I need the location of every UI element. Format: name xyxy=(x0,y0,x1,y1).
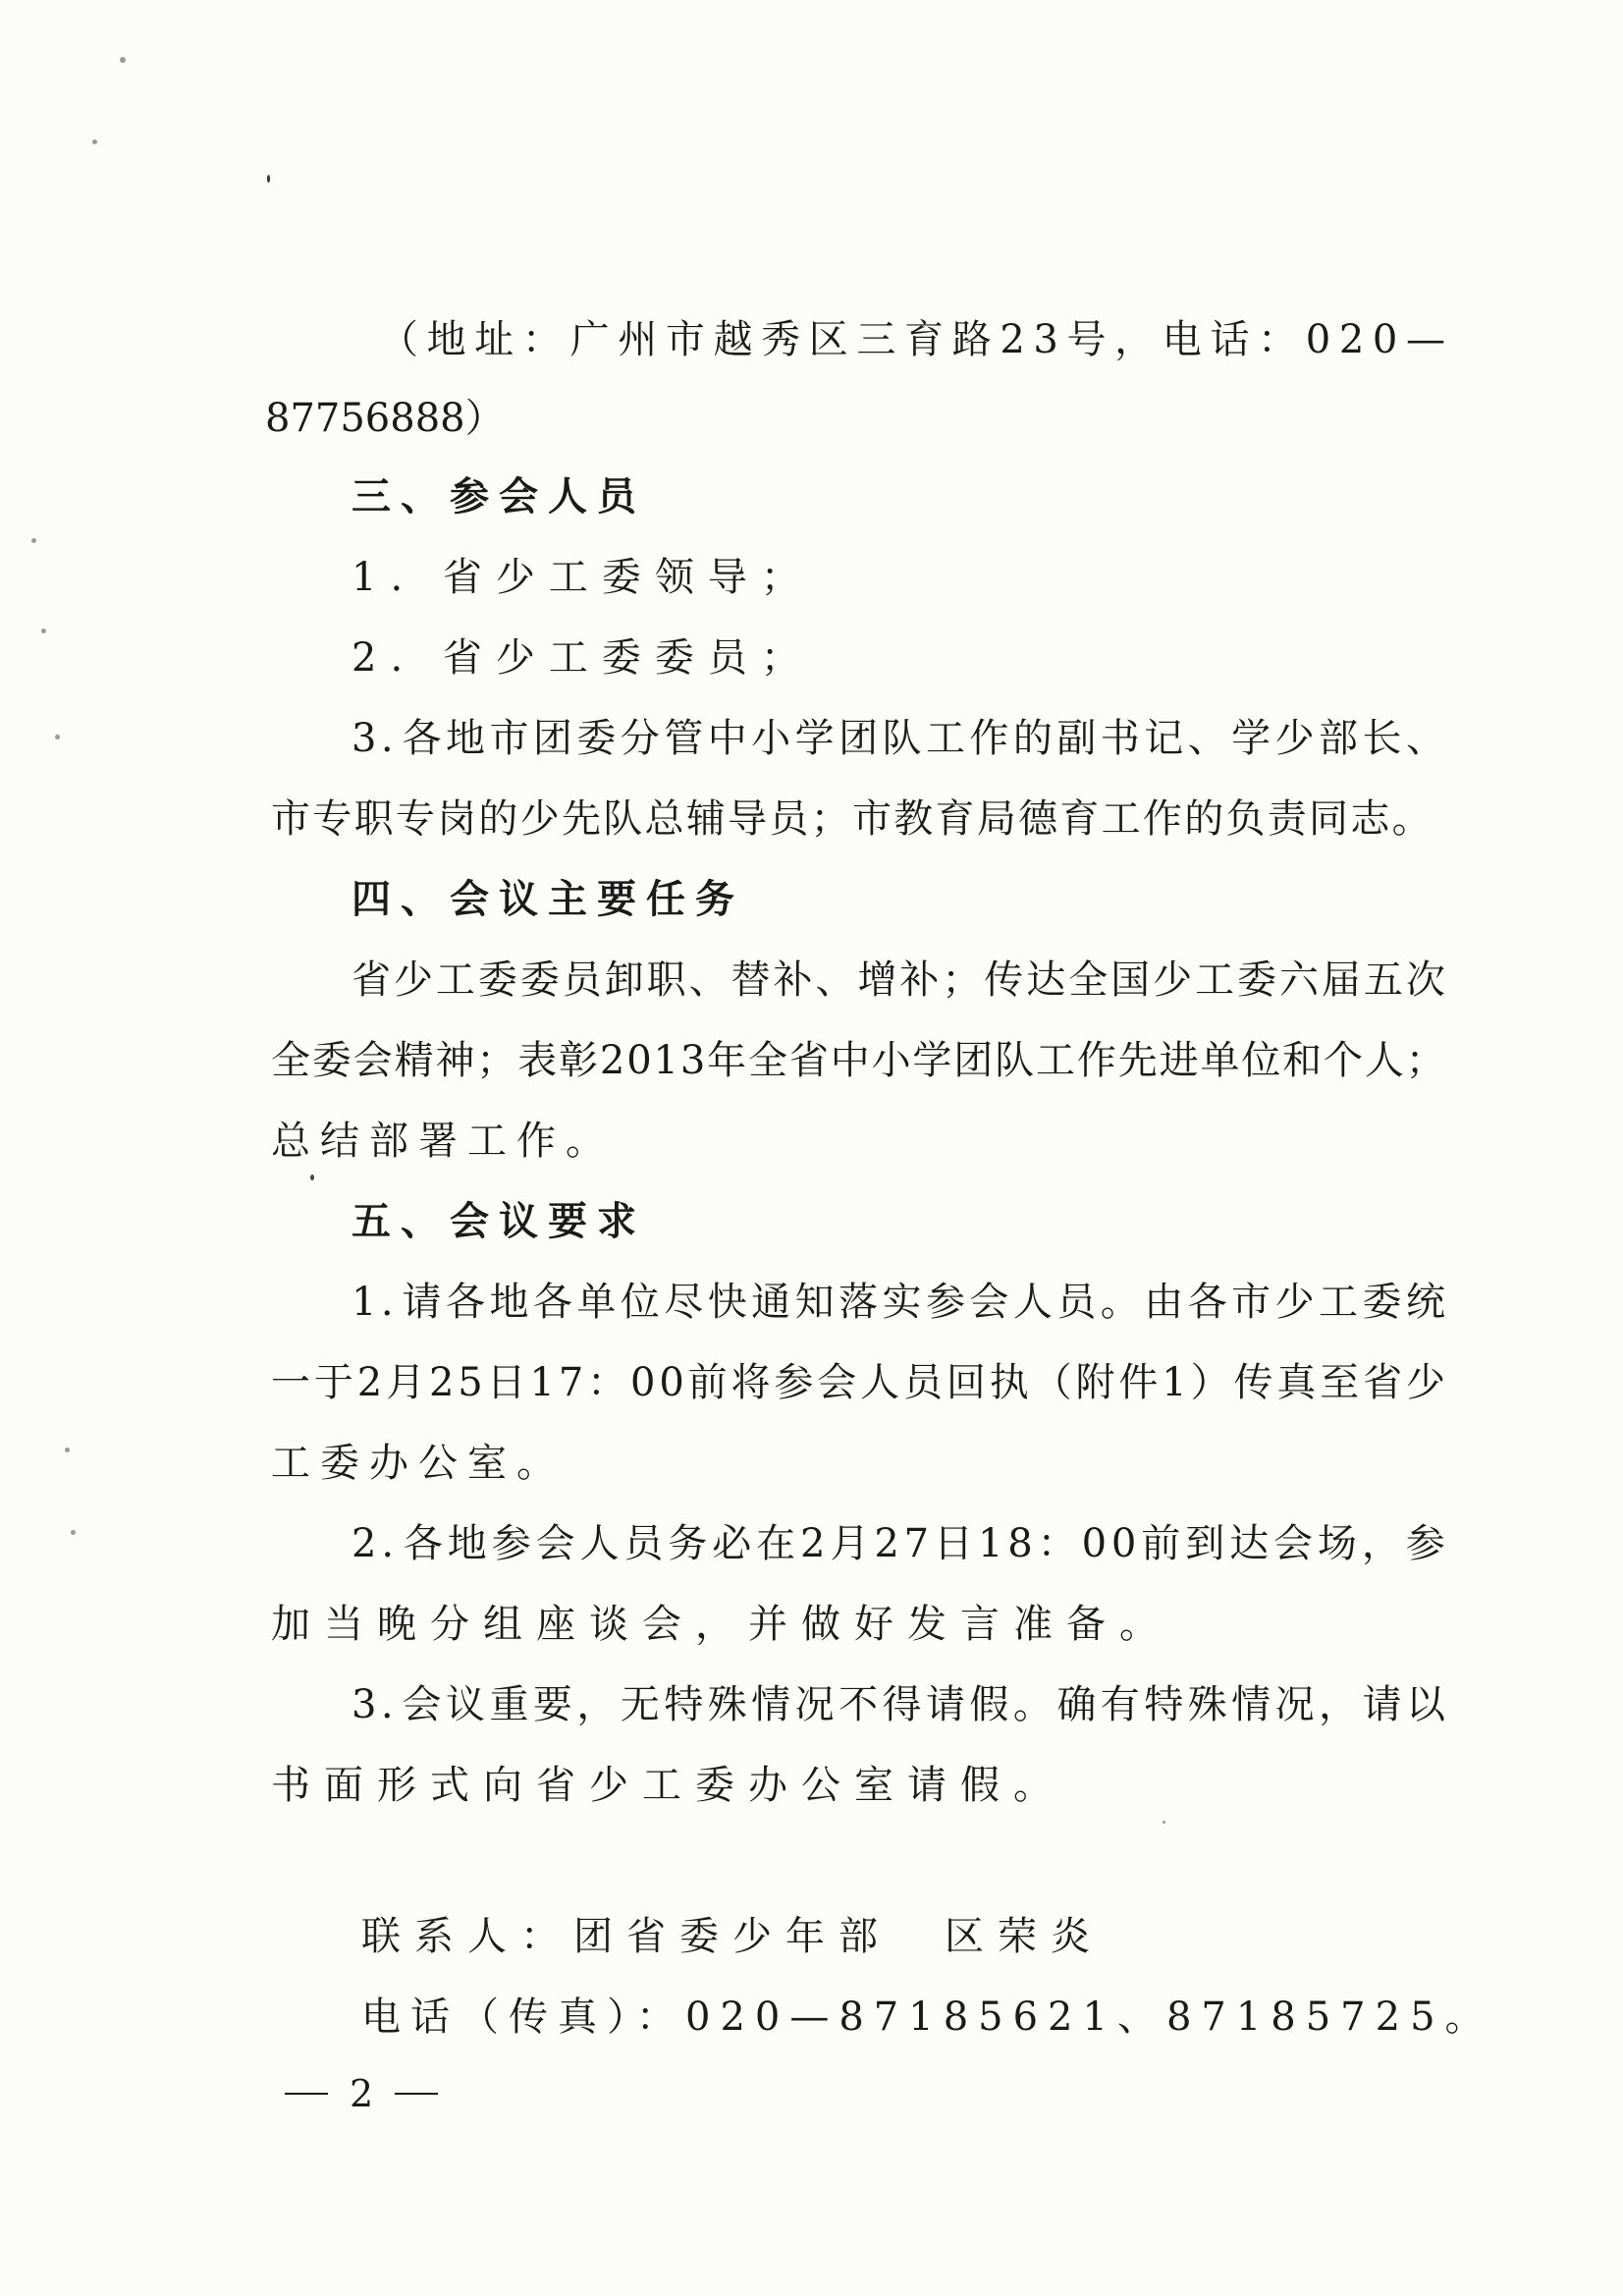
section-heading-requirements: 五、会议要求 xyxy=(352,1199,646,1244)
requirement-3-line-2: 书面形式向省少工委办公室请假。 xyxy=(271,1763,1066,1808)
tasks-line-3: 总结部署工作。 xyxy=(271,1119,615,1164)
section-heading-attendees: 三、参会人员 xyxy=(352,474,646,519)
tasks-line-1: 省 少 工 委 委 员 卸 职 、 替 补 、 增 补 ； 传 达 全 国 少 工 委 六 届 五 次 xyxy=(352,957,1445,1003)
scan-speck xyxy=(41,629,46,633)
scan-speck xyxy=(120,57,126,63)
requirement-1-line-2: 一 于 2 月 2 5 日 1 7 ： 0 0 前 将 参 会 人 员 回 执 （ 附 件 1 ） 传 真 至 省 少 xyxy=(271,1360,1445,1405)
attendee-item-1: 1. 省少工委领导； xyxy=(352,555,814,600)
scan-speck xyxy=(310,1175,314,1180)
address-line-1: （ 地 址 ： 广 州 市 越 秀 区 三 育 路 2 3 号 ， 电 话 ： 0 2 0 — xyxy=(379,317,1445,362)
scan-speck xyxy=(267,175,270,183)
page-number-dash-left xyxy=(285,2093,328,2095)
page-number-dash-right xyxy=(395,2093,438,2095)
contact-phone: 电话（传真）：020—87185621、87185725。 xyxy=(361,1995,1494,2040)
address-line-2: 87756888） xyxy=(265,396,505,441)
scan-speck xyxy=(71,1530,76,1535)
requirement-1-line-3: 工委办公室。 xyxy=(271,1441,566,1486)
scan-speck xyxy=(92,139,97,144)
page-number: 2 xyxy=(350,2072,374,2115)
tasks-line-2: 全 委 会 精 神 ； 表 彰 2 0 1 3 年 全 省 中 小 学 团 队 工 作 先 进 单 位 和 个 人 ； xyxy=(271,1038,1445,1083)
scan-speck xyxy=(55,735,60,739)
scan-speck xyxy=(65,1448,70,1452)
attendee-item-2: 2. 省少工委委员； xyxy=(352,635,814,681)
scan-speck xyxy=(31,538,36,543)
requirement-2-line-1: 2 . 各 地 参 会 人 员 务 必 在 2 月 2 7 日 1 8 ： 0 0 前 到 达 会 场 ， 参 xyxy=(352,1521,1445,1566)
requirement-3-line-1: 3 . 会 议 重 要 ， 无 特 殊 情 况 不 得 请 假 。 确 有 特 殊 情 况 ， 请 以 xyxy=(352,1682,1445,1727)
attendee-item-3-line-1: 3 . 各 地 市 团 委 分 管 中 小 学 团 队 工 作 的 副 书 记 、 学 少 部 长 、 xyxy=(352,716,1445,761)
contact-person: 联系人：团省委少年部 区荣炎 xyxy=(361,1914,1104,1959)
requirement-2-line-2: 加当晚分组座谈会，并做好发言准备。 xyxy=(271,1602,1172,1647)
section-heading-main-tasks: 四、会议主要任务 xyxy=(352,877,744,922)
requirement-1-line-1: 1 . 请 各 地 各 单 位 尽 快 通 知 落 实 参 会 人 员 。 由 各 市 少 工 委 统 xyxy=(352,1280,1445,1325)
page-number-footer xyxy=(285,2066,461,2121)
scan-speck xyxy=(1163,1821,1165,1824)
attendee-item-3-line-2: 市 专 职 专 岗 的 少 先 队 总 辅 导 员 ； 市 教 育 局 德 育 工 作 的 负 责 同 志 。 xyxy=(271,796,1432,842)
